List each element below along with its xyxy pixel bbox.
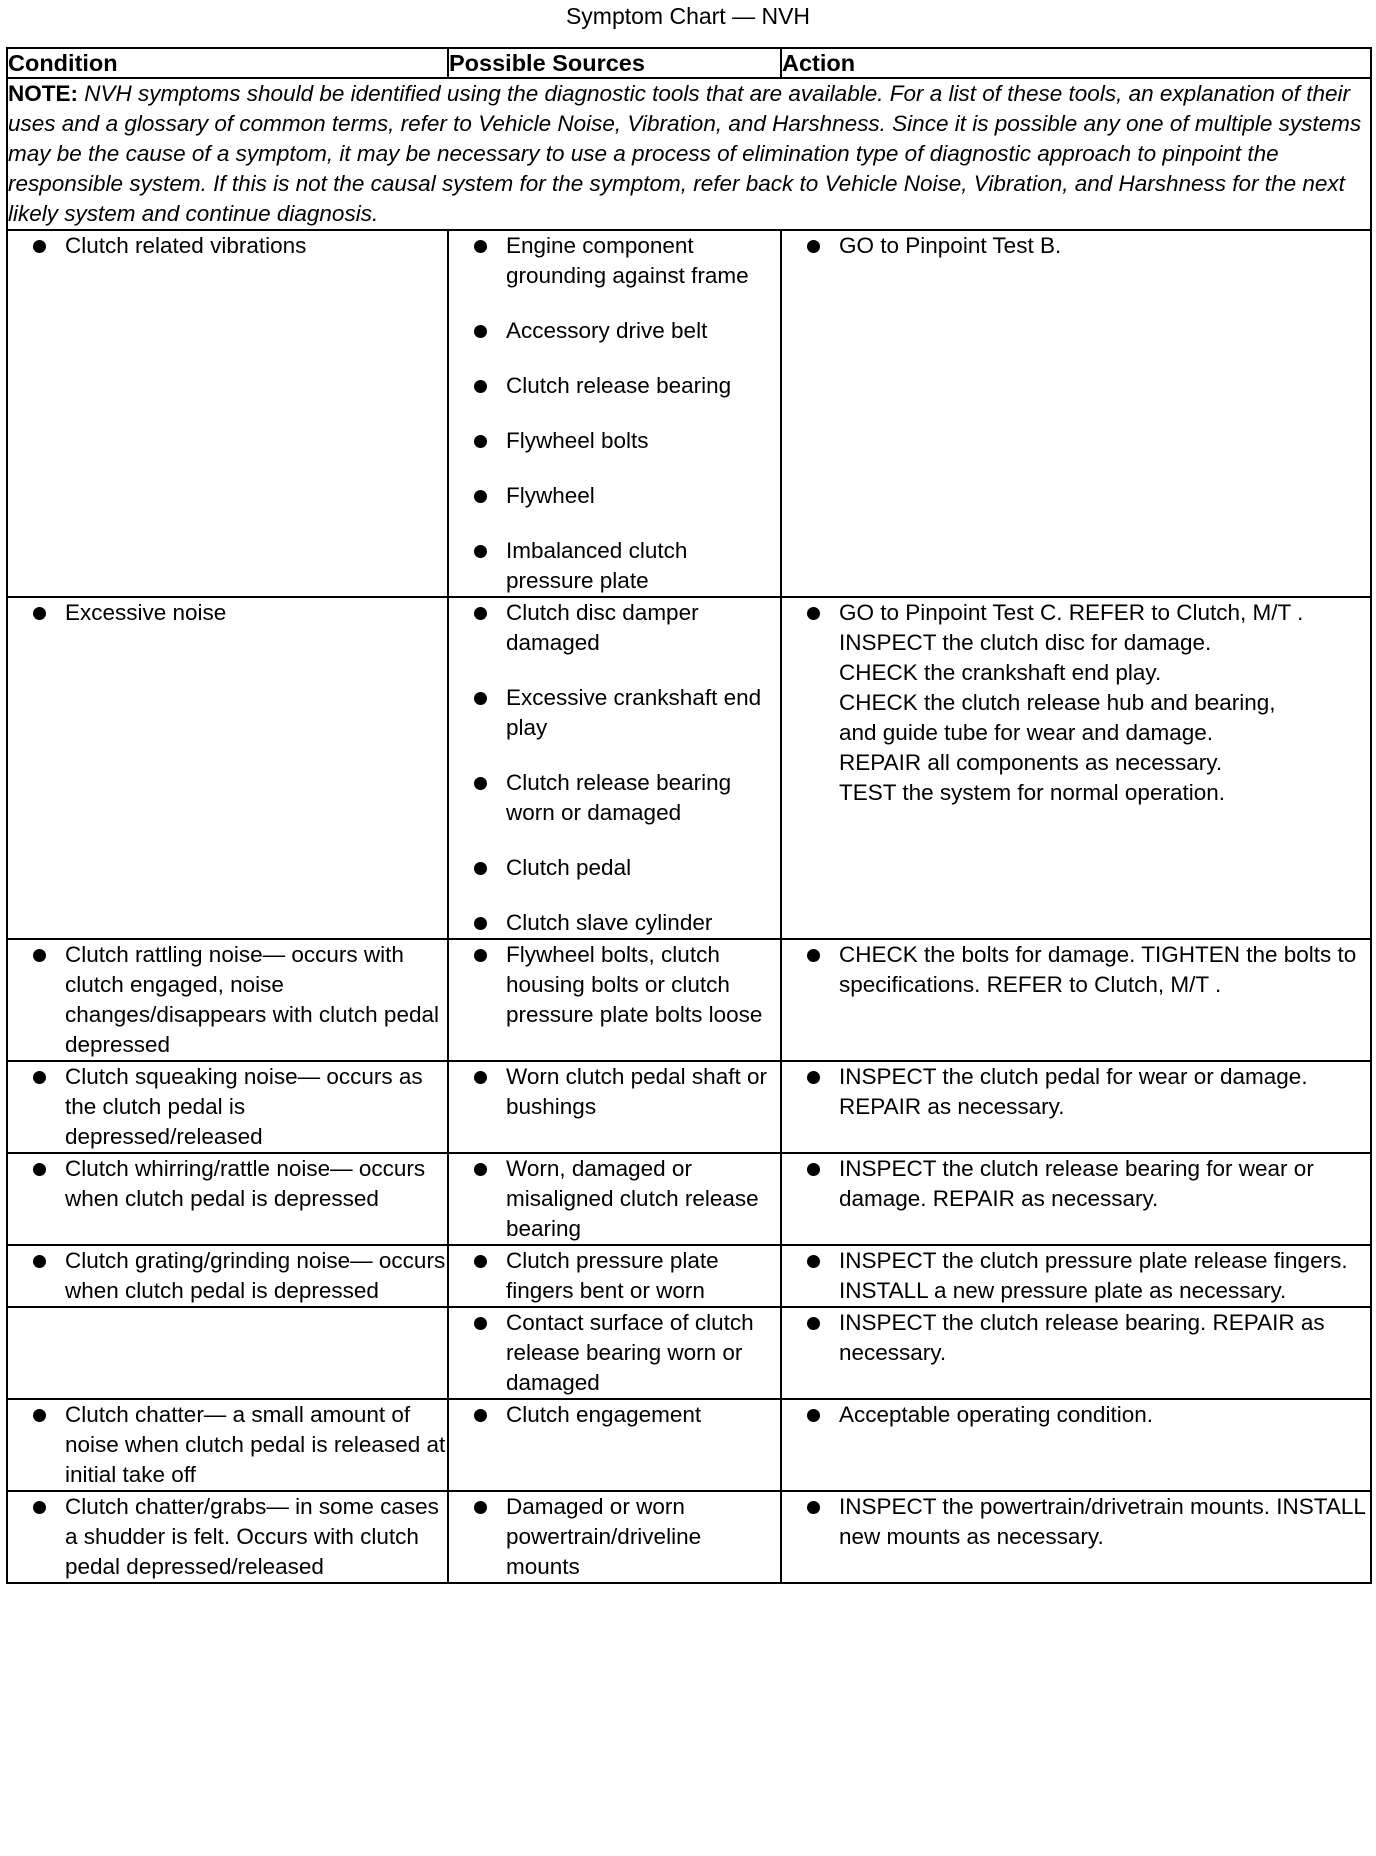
action-text [839,1156,1314,1211]
action-line: INSPECT the powertrain/drivetrain mounts. INSTALL new mounts as necessary. [839,1494,1366,1549]
action-text [839,1310,1325,1365]
source-text: Clutch engagement [506,1402,702,1427]
source-item [449,1154,780,1244]
bullet-icon [807,949,820,962]
bullet-icon [474,917,487,930]
table-row [7,1245,1371,1307]
action-cell [781,1491,1371,1583]
condition-cell [7,597,448,939]
note-row [7,78,1371,230]
condition-cell [7,1399,448,1491]
possible-sources-cell [448,1153,781,1245]
source-item [449,1400,780,1430]
bullet-icon [807,607,820,620]
table-row [7,1399,1371,1491]
table-row [7,230,1371,597]
bullet-icon [474,240,487,253]
action-line: TEST the system for normal operation. [839,780,1225,805]
action-line: INSPECT the clutch pedal for wear or damage. REPAIR as necessary. [839,1064,1308,1119]
action-list [782,1400,1370,1430]
action-line: INSPECT the clutch release bearing for wear or damage. REPAIR as necessary. [839,1156,1314,1211]
bullet-icon [474,1501,487,1514]
bullet-icon [474,777,487,790]
action-header: Action [781,48,1371,78]
sources-list [449,1492,780,1582]
table-row [7,597,1371,939]
bullet-icon [807,1409,820,1422]
condition-list [8,598,447,628]
possible-sources-cell [448,1307,781,1399]
source-item [449,231,780,291]
source-item [449,853,780,883]
action-line: CHECK the clutch release hub and bearing, [839,690,1276,715]
source-item [449,1492,780,1582]
source-text: Clutch pressure plate fingers bent or worn [506,1248,719,1303]
action-list [782,598,1370,808]
action-line: GO to Pinpoint Test C. REFER to Clutch, M/T . [839,600,1304,625]
source-item [449,1308,780,1398]
action-line: CHECK the crankshaft end play. [839,660,1162,685]
action-cell [781,1307,1371,1399]
action-text [839,1494,1365,1549]
condition-item [8,231,447,261]
action-list [782,1246,1370,1306]
action-cell [781,1245,1371,1307]
possible-sources-cell [448,939,781,1061]
action-list [782,1062,1370,1122]
possible-sources-cell [448,1245,781,1307]
bullet-icon [474,325,487,338]
bullet-icon [807,1501,820,1514]
action-item [782,231,1370,261]
condition-cell [7,230,448,597]
action-list [782,940,1370,1000]
table-row [7,1307,1371,1399]
action-list [782,1492,1370,1552]
condition-list [8,1062,447,1152]
sources-list [449,1154,780,1244]
action-item [782,1154,1370,1214]
possible-sources-cell [448,1061,781,1153]
bullet-icon [33,1255,46,1268]
condition-list [8,1154,447,1214]
bullet-icon [33,607,46,620]
bullet-icon [33,1071,46,1084]
condition-text: Clutch rattling noise— occurs with clutch engaged, noise changes/disappears with clutch pedal depressed [65,942,439,1057]
source-text: Damaged or worn powertrain/driveline mounts [506,1494,702,1579]
action-list [782,1308,1370,1368]
source-text: Excessive crankshaft end play [506,685,762,740]
action-item [782,1246,1370,1306]
source-text: Flywheel bolts [506,428,649,453]
condition-cell [7,1061,448,1153]
page-title: Symptom Chart — NVH [565,3,811,29]
source-item [449,683,780,743]
header-row [7,48,1371,78]
bullet-icon [474,435,487,448]
source-item [449,940,780,1030]
note-cell [7,78,1371,230]
action-item [782,1400,1370,1430]
table-row [7,1061,1371,1153]
action-cell [781,1061,1371,1153]
action-line: and guide tube for wear and damage. [839,720,1214,745]
bullet-icon [33,1163,46,1176]
action-item [782,940,1370,1000]
possible-sources-cell [448,230,781,597]
condition-text: Clutch related vibrations [65,233,307,258]
sources-list [449,598,780,938]
action-cell [781,597,1371,939]
bullet-icon [33,1501,46,1514]
condition-text: Clutch whirring/rattle noise— occurs when clutch pedal is depressed [65,1156,426,1211]
bullet-icon [474,692,487,705]
source-item [449,481,780,511]
source-text: Clutch pedal [506,855,632,880]
condition-cell [7,1153,448,1245]
bullet-icon [807,240,820,253]
condition-text: Excessive noise [65,600,227,625]
source-item [449,536,780,596]
condition-item [8,1246,447,1306]
bullet-icon [33,949,46,962]
source-text: Clutch slave cylinder [506,910,713,935]
condition-cell [7,1491,448,1583]
action-line: INSPECT the clutch disc for damage. [839,630,1212,655]
action-text [839,598,1370,808]
condition-item [8,1492,447,1582]
source-item [449,598,780,658]
condition-item [8,1154,447,1214]
note-text: NVH symptoms should be identified using the diagnostic tools that are available. For a list of these tools, an explanation of their uses and a glossary of common terms, refer to Vehicle Noise, Vibration, and Harshness. Since it is possible any one of multiple systems may be the cause of a symptom, it may be necessary to use a process of elimination type of diagnostic approach to pinpoint the responsible system. If this is not the causal system for the symptom, refer back to Vehicle Noise, Vibration, and Harshness for the next likely system and continue diagnosis. [8,81,1362,226]
bullet-icon [474,862,487,875]
bullet-icon [33,1409,46,1422]
action-cell [781,1399,1371,1491]
action-list [782,1154,1370,1214]
table-row [7,939,1371,1061]
sources-list [449,231,780,596]
condition-list [8,1492,447,1582]
condition-header: Condition [7,48,448,78]
action-text [839,942,1356,997]
bullet-icon [33,240,46,253]
source-text: Engine component grounding against frame [506,233,749,288]
condition-text: Clutch grating/grinding noise— occurs when clutch pedal is depressed [65,1248,446,1303]
action-text [839,233,1061,258]
source-text: Contact surface of clutch release bearing worn or damaged [506,1310,754,1395]
note-label: NOTE: [8,81,78,106]
source-item [449,1246,780,1306]
source-item [449,1062,780,1122]
condition-cell [7,1307,448,1399]
source-text: Clutch disc damper damaged [506,600,699,655]
action-line: Acceptable operating condition. [839,1402,1153,1427]
bullet-icon [474,380,487,393]
sources-list [449,1062,780,1122]
action-line: CHECK the bolts for damage. TIGHTEN the bolts to specifications. REFER to Clutch, M/T . [839,942,1357,997]
condition-list [8,1400,447,1490]
bullet-icon [474,545,487,558]
bullet-icon [807,1163,820,1176]
bullet-icon [807,1255,820,1268]
source-item [449,908,780,938]
action-text [839,1248,1348,1303]
condition-item [8,940,447,1060]
bullet-icon [807,1317,820,1330]
bullet-icon [474,490,487,503]
possible-sources-cell [448,597,781,939]
condition-cell [7,1245,448,1307]
condition-list [8,231,447,261]
table-row [7,1491,1371,1583]
condition-text: Clutch squeaking noise— occurs as the clutch pedal is depressed/released [65,1064,423,1149]
condition-cell [7,939,448,1061]
action-line: REPAIR all components as necessary. [839,750,1223,775]
bullet-icon [474,607,487,620]
action-item [782,598,1370,808]
bullet-icon [474,949,487,962]
sources-list [449,1400,780,1430]
action-cell [781,230,1371,597]
source-item [449,316,780,346]
bullet-icon [474,1163,487,1176]
action-item [782,1492,1370,1552]
condition-item [8,1400,447,1490]
action-text [839,1064,1308,1119]
source-item [449,371,780,401]
action-line: INSPECT the clutch release bearing. REPAIR as necessary. [839,1310,1325,1365]
bullet-icon [474,1317,487,1330]
action-line: INSPECT the clutch pressure plate release fingers. INSTALL a new pressure plate as necessary. [839,1248,1348,1303]
source-text: Flywheel bolts, clutch housing bolts or clutch pressure plate bolts loose [506,942,763,1027]
condition-text: Clutch chatter/grabs— in some cases a shudder is felt. Occurs with clutch pedal depressed/released [65,1494,439,1579]
source-text: Worn, damaged or misaligned clutch release bearing [506,1156,759,1241]
sources-list [449,1246,780,1306]
condition-list [8,940,447,1060]
source-item [449,768,780,828]
sources-list [449,1308,780,1398]
source-text: Worn clutch pedal shaft or bushings [506,1064,767,1119]
bullet-icon [807,1071,820,1084]
possible-sources-cell [448,1399,781,1491]
sources-list [449,940,780,1030]
action-text [839,1402,1153,1427]
action-item [782,1308,1370,1368]
action-list [782,231,1370,261]
source-text: Imbalanced clutch pressure plate [506,538,688,593]
symptom-chart-table [6,47,1372,1584]
bullet-icon [474,1409,487,1422]
source-text: Flywheel [506,483,595,508]
source-text: Clutch release bearing [506,373,732,398]
condition-text: Clutch chatter— a small amount of noise when clutch pedal is released at initial take off [65,1402,446,1487]
source-item [449,426,780,456]
source-text: Accessory drive belt [506,318,708,343]
possible-sources-cell [448,1491,781,1583]
action-cell [781,939,1371,1061]
action-cell [781,1153,1371,1245]
condition-item [8,598,447,628]
bullet-icon [474,1255,487,1268]
possible-sources-header: Possible Sources [448,48,781,78]
source-text: Clutch release bearing worn or damaged [506,770,732,825]
action-line: GO to Pinpoint Test B. [839,233,1062,258]
condition-list [8,1246,447,1306]
condition-item [8,1062,447,1152]
table-row [7,1153,1371,1245]
bullet-icon [474,1071,487,1084]
action-item [782,1062,1370,1122]
